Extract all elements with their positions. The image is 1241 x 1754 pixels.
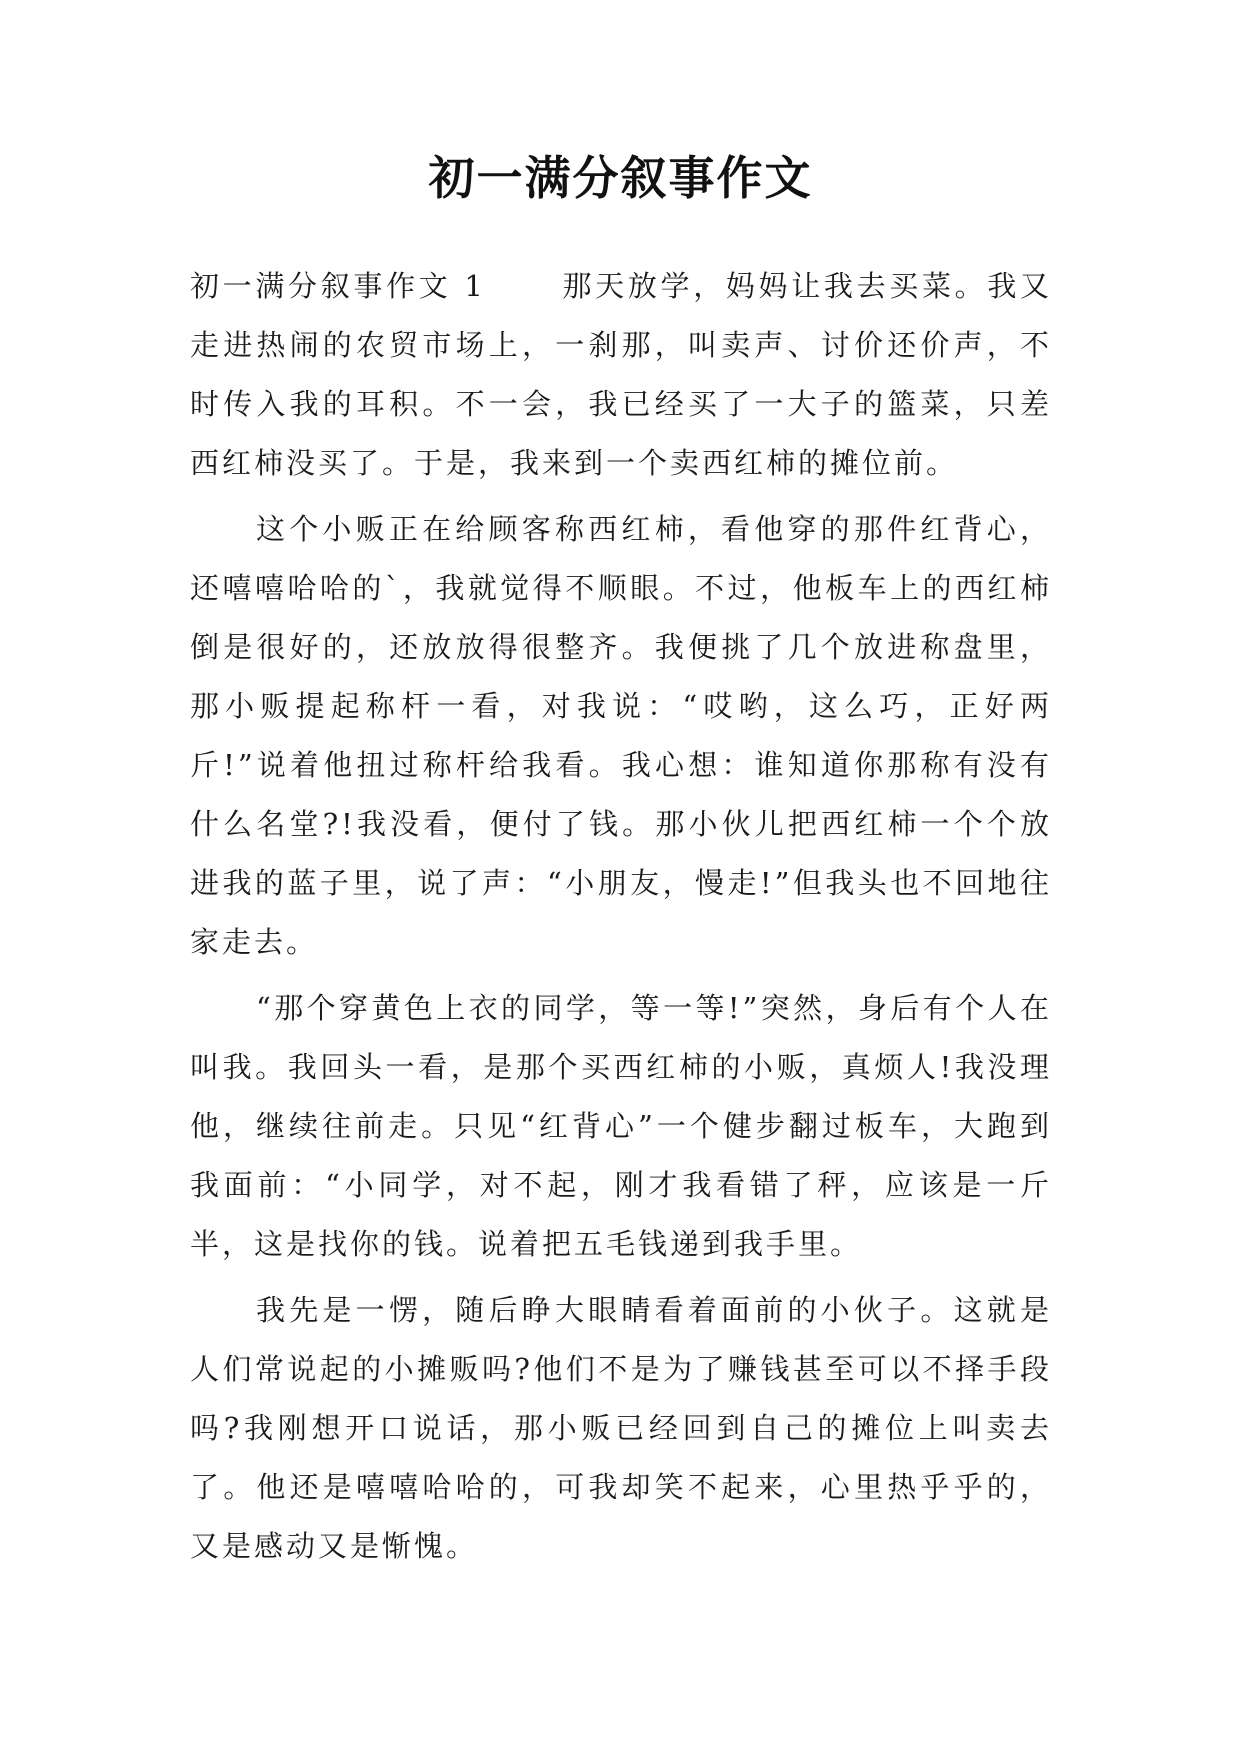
paragraph-2: 这个小贩正在给顾客称西红柿，看他穿的那件红背心，还嘻嘻哈哈的`，我就觉得不顺眼。不过，他板车上的西红柿倒是很好的，还放放得很整齐。我便挑了几个放进称盘里，那小贩提起称杆一看，对我说：“哎哟，这么巧，正好两斤!”说着他扭过称杆给我看。我心想：谁知道你那称有没有什么名堂?!我没看，便付了钱。那小伙儿把西红柿一个个放进我的蓝子里，说了声：“小朋友，慢走!”但我头也不回地往家走去。: [190, 512, 1052, 959]
paragraph-1: [190, 257, 1052, 493]
section-heading: 初一满分叙事作文 1: [190, 269, 486, 303]
paragraph-1-text: 那天放学，妈妈让我去买菜。我又走进热闹的农贸市场上，一刹那，叫卖声、讨价还价声，不时传入我的耳积。不一会，我已经买了一大子的篮菜，只差西红柿没买了。于是，我来到一个卖西红柿的摊位前。: [190, 269, 1052, 480]
document-title: 初一满分叙事作文: [428, 151, 813, 205]
paragraph-4: 我先是一愣，随后睁大眼睛看着面前的小伙子。这就是人们常说起的小摊贩吗?他们不是为了赚钱甚至可以不择手段吗?我刚想开口说话，那小贩已经回到自己的摊位上叫卖去了。他还是嘻嘻哈哈的，可我却笑不起来，心里热乎乎的，又是感动又是惭愧。: [190, 1293, 1052, 1563]
document-body: [190, 257, 1052, 1583]
paragraph-3: “那个穿黄色上衣的同学，等一等!”突然，身后有个人在叫我。我回头一看，是那个买西红柿的小贩，真烦人!我没理他，继续往前走。只见“红背心”一个健步翻过板车，大跑到我面前：“小同学，对不起，刚才我看错了秤，应该是一斤半，这是找你的钱。说着把五毛钱递到我手里。: [190, 991, 1052, 1261]
